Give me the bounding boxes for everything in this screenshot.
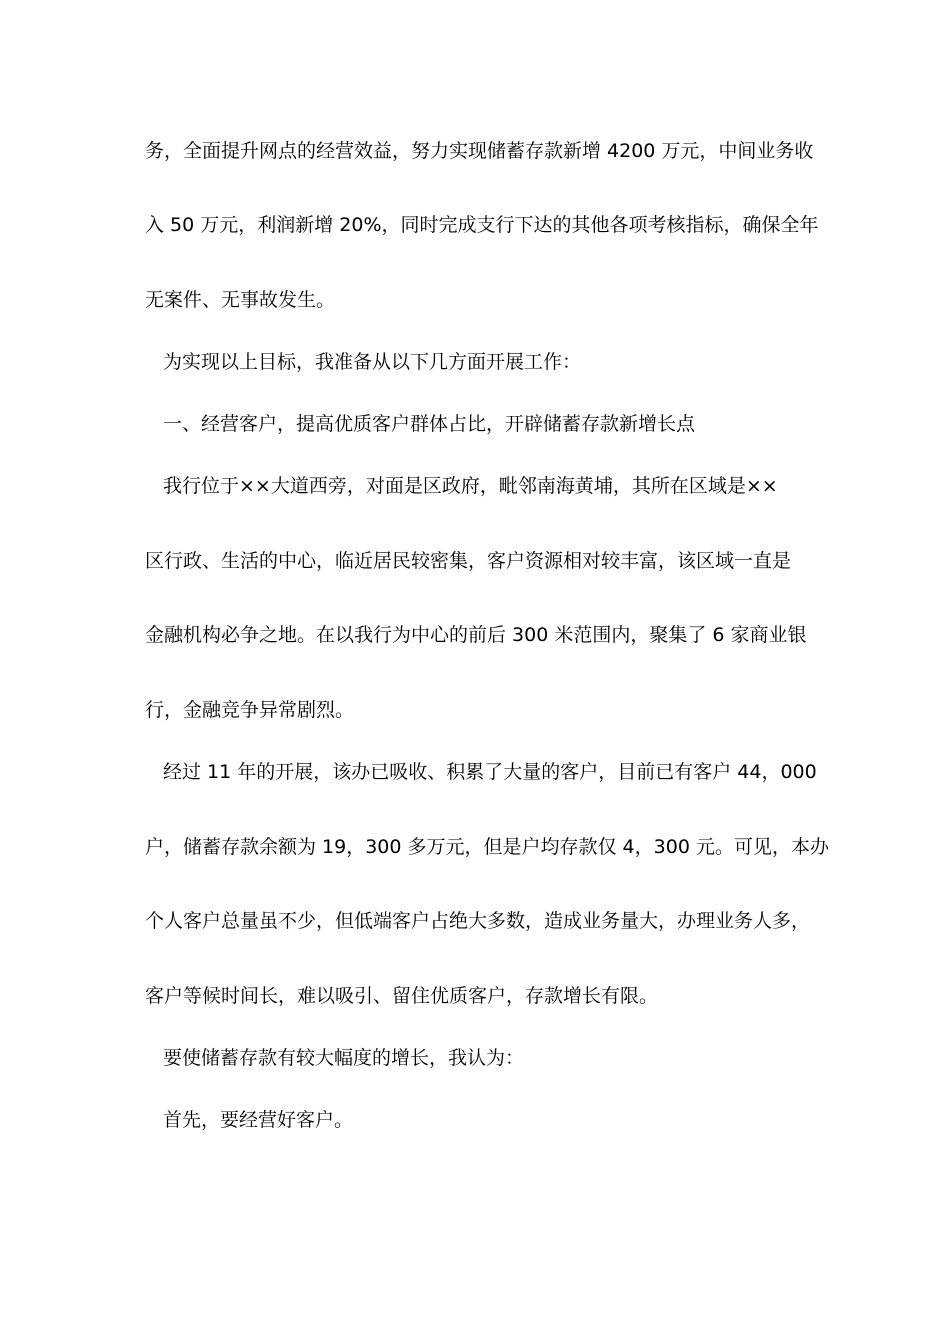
paragraph-line: 务，全面提升网点的经营效益，努力实现储蓄存款新增 4200 万元，中间业务收 xyxy=(145,140,814,162)
paragraph-line: 要使储蓄存款有较大幅度的增长，我认为： xyxy=(163,1047,525,1069)
paragraph-line: 我行位于××大道西旁，对面是区政府，毗邻南海黄埔，其所在区域是×× xyxy=(163,475,778,497)
paragraph-line: 客户等候时间长，难以吸引、留住优质客户，存款增长有限。 xyxy=(145,985,659,1007)
paragraph-line: 首先，要经营好客户。 xyxy=(163,1109,354,1131)
paragraph-line: 金融机构必争之地。在以我行为中心的前后 300 米范围内，聚集了 6 家商业银 xyxy=(145,624,807,646)
paragraph-line: 无案件、无事故发生。 xyxy=(145,289,336,311)
paragraph-line: 行，金融竞争异常剧烈。 xyxy=(145,699,355,721)
paragraph-line: 个人客户总量虽不少，但低端客户占绝大多数，造成业务量大，办理业务人多， xyxy=(145,910,811,932)
section-heading: 一、经营客户，提高优质客户群体占比，开辟储蓄存款新增长点 xyxy=(163,413,696,435)
paragraph-line: 户，储蓄存款余额为 19，300 多万元，但是户均存款仅 4，300 元。可见，本办 xyxy=(145,836,829,858)
paragraph-line: 经过 11 年的开展，该办已吸收、积累了大量的客户，目前已有客户 44，000 xyxy=(163,761,817,783)
paragraph-line: 入 50 万元，利润新增 20%，同时完成支行下达的其他各项考核指标，确保全年 xyxy=(145,214,819,236)
paragraph-line: 区行政、生活的中心，临近居民较密集，客户资源相对较丰富，该区域一直是 xyxy=(145,550,792,572)
paragraph-line: 为实现以上目标，我准备从以下几方面开展工作： xyxy=(163,351,582,373)
